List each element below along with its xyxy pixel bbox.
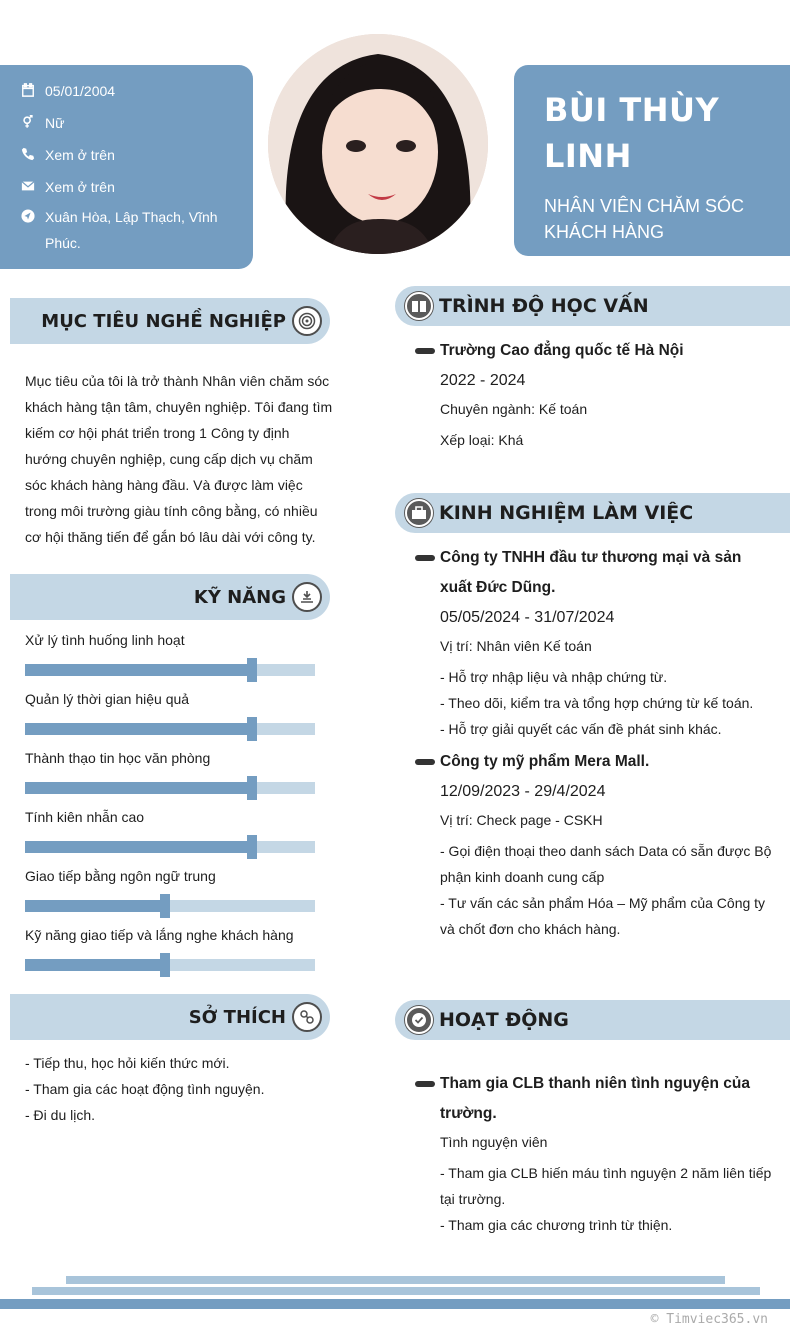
job-period: 05/05/2024 - 31/07/2024 bbox=[440, 609, 615, 626]
contact-address: Xuân Hòa, Lập Thạch, Vĩnh Phúc. bbox=[18, 204, 235, 256]
job-position: Vị trí: Nhân viên Kế toán bbox=[440, 638, 592, 654]
bullet bbox=[415, 1081, 435, 1087]
name-box bbox=[514, 65, 790, 256]
school-name: Trường Cao đẳng quốc tế Hà Nội bbox=[440, 342, 684, 359]
activity-detail: - Tham gia CLB hiến máu tình nguyện 2 năm liên tiếp tại trường. bbox=[440, 1165, 772, 1207]
skill-bar bbox=[25, 664, 315, 676]
experience-header: KINH NGHIỆM LÀM VIỆC bbox=[395, 493, 790, 533]
contact-email: Xem ở trên bbox=[18, 174, 235, 200]
education-major: Chuyên ngành: Kế toán bbox=[440, 401, 588, 417]
activity-detail: - Tham gia các chương trình từ thiện. bbox=[440, 1217, 673, 1233]
check-badge-icon bbox=[405, 1006, 433, 1034]
contact-gender: Nữ bbox=[18, 110, 235, 136]
skill-bar bbox=[25, 900, 315, 912]
job-title: NHÂN VIÊN CHĂM SÓC KHÁCH HÀNG bbox=[544, 196, 745, 242]
hobbies-header: SỞ THÍCH bbox=[10, 994, 330, 1040]
activity-name: Tham gia CLB thanh niên tình nguyện của trường. bbox=[440, 1075, 751, 1122]
education-rank: Xếp loại: Khá bbox=[440, 432, 524, 448]
company-name: Công ty TNHH đầu tư thương mại và sản xuất Đức Dũng. bbox=[440, 549, 742, 596]
bullet bbox=[415, 348, 435, 354]
job-duty: - Gọi điện thoại theo danh sách Data có sẵn được Bộ phận kinh doanh cung cấp bbox=[440, 843, 772, 885]
candidate-name: BÙI THÙY LINH bbox=[544, 91, 720, 175]
job-duty: - Tư vấn các sản phẩm Hóa – Mỹ phẩm của Công ty và chốt đơn cho khách hàng. bbox=[440, 895, 766, 937]
company-name: Công ty mỹ phẩm Mera Mall. bbox=[440, 753, 650, 770]
skill-bar-knob bbox=[160, 953, 170, 977]
skills-icon bbox=[292, 582, 322, 612]
skill-bar-fill bbox=[25, 841, 251, 853]
job-period: 12/09/2023 - 29/4/2024 bbox=[440, 783, 606, 800]
skill-bar-knob bbox=[247, 717, 257, 741]
book-icon bbox=[405, 292, 433, 320]
job-duty: - Hỗ trợ giải quyết các vấn đề phát sinh khác. bbox=[440, 721, 722, 737]
avatar bbox=[268, 34, 488, 254]
skill-label: Giao tiếp bằng ngôn ngữ trung bbox=[25, 868, 216, 884]
hobby-item: - Tiếp thu, học hỏi kiến thức mới. bbox=[25, 1055, 230, 1071]
copyright: © Timviec365.vn bbox=[650, 1312, 768, 1327]
contact-box bbox=[0, 65, 253, 269]
skill-bar-knob bbox=[160, 894, 170, 918]
skill-label: Xử lý tình huống linh hoạt bbox=[25, 632, 185, 648]
skill-bar-fill bbox=[25, 664, 251, 676]
hobby-item: - Tham gia các hoạt động tình nguyện. bbox=[25, 1081, 265, 1097]
skill-bar-knob bbox=[247, 776, 257, 800]
skills-header: KỸ NĂNG bbox=[10, 574, 330, 620]
education-header: TRÌNH ĐỘ HỌC VẤN bbox=[395, 286, 790, 326]
job-duty: - Theo dõi, kiểm tra và tổng hợp chứng từ kế toán. bbox=[440, 695, 754, 711]
target-icon bbox=[292, 306, 322, 336]
skill-bar-fill bbox=[25, 900, 164, 912]
skill-bar-fill bbox=[25, 959, 164, 971]
education-period: 2022 - 2024 bbox=[440, 372, 526, 389]
phone-icon bbox=[18, 142, 38, 168]
skill-bar-fill bbox=[25, 782, 251, 794]
bullet bbox=[415, 555, 435, 561]
location-icon bbox=[18, 204, 38, 256]
footer-bar bbox=[0, 1299, 790, 1309]
skill-bar bbox=[25, 841, 315, 853]
skill-bar bbox=[25, 959, 315, 971]
activities-header: HOẠT ĐỘNG bbox=[395, 1000, 790, 1040]
activity-role: Tình nguyện viên bbox=[440, 1134, 548, 1150]
gender-icon bbox=[18, 110, 38, 136]
job-duty: - Hỗ trợ nhập liệu và nhập chứng từ. bbox=[440, 669, 668, 685]
hobby-icon bbox=[292, 1002, 322, 1032]
objective-text: Mục tiêu của tôi là trở thành Nhân viên chăm sóc khách hàng tận tâm, chuyên nghiệp. Tôi đang tìm kiếm cơ hội phát triển trong 1 Công ty định hướng chuyên nghiệp, cung cấp dịch vụ chăm sóc khách hàng hàng đầu. Và được làm việc trong môi trường giàu tính công bằng, có nhiều cơ hội thăng tiến để gắn bó lâu dài với công ty. bbox=[25, 373, 333, 545]
calendar-icon bbox=[18, 78, 38, 104]
contact-phone: Xem ở trên bbox=[18, 142, 235, 168]
skill-bar-fill bbox=[25, 723, 251, 735]
contact-birthday: 05/01/2004 bbox=[18, 78, 235, 104]
skill-bar-knob bbox=[247, 835, 257, 859]
skill-bar bbox=[25, 782, 315, 794]
hobby-item: - Đi du lịch. bbox=[25, 1107, 96, 1123]
skill-label: Kỹ năng giao tiếp và lắng nghe khách hàng bbox=[25, 927, 294, 943]
skill-label: Tính kiên nhẫn cao bbox=[25, 809, 145, 825]
objective-header: MỤC TIÊU NGHỀ NGHIỆP bbox=[10, 298, 330, 344]
job-position: Vị trí: Check page - CSKH bbox=[440, 812, 603, 828]
footer-bar bbox=[66, 1276, 725, 1284]
skill-bar bbox=[25, 723, 315, 735]
skill-label: Quản lý thời gian hiệu quả bbox=[25, 691, 190, 707]
skill-label: Thành thạo tin học văn phòng bbox=[25, 750, 211, 766]
bullet bbox=[415, 759, 435, 765]
footer-bar bbox=[32, 1287, 760, 1295]
mail-icon bbox=[18, 174, 38, 200]
skill-bar-knob bbox=[247, 658, 257, 682]
briefcase-icon bbox=[405, 499, 433, 527]
